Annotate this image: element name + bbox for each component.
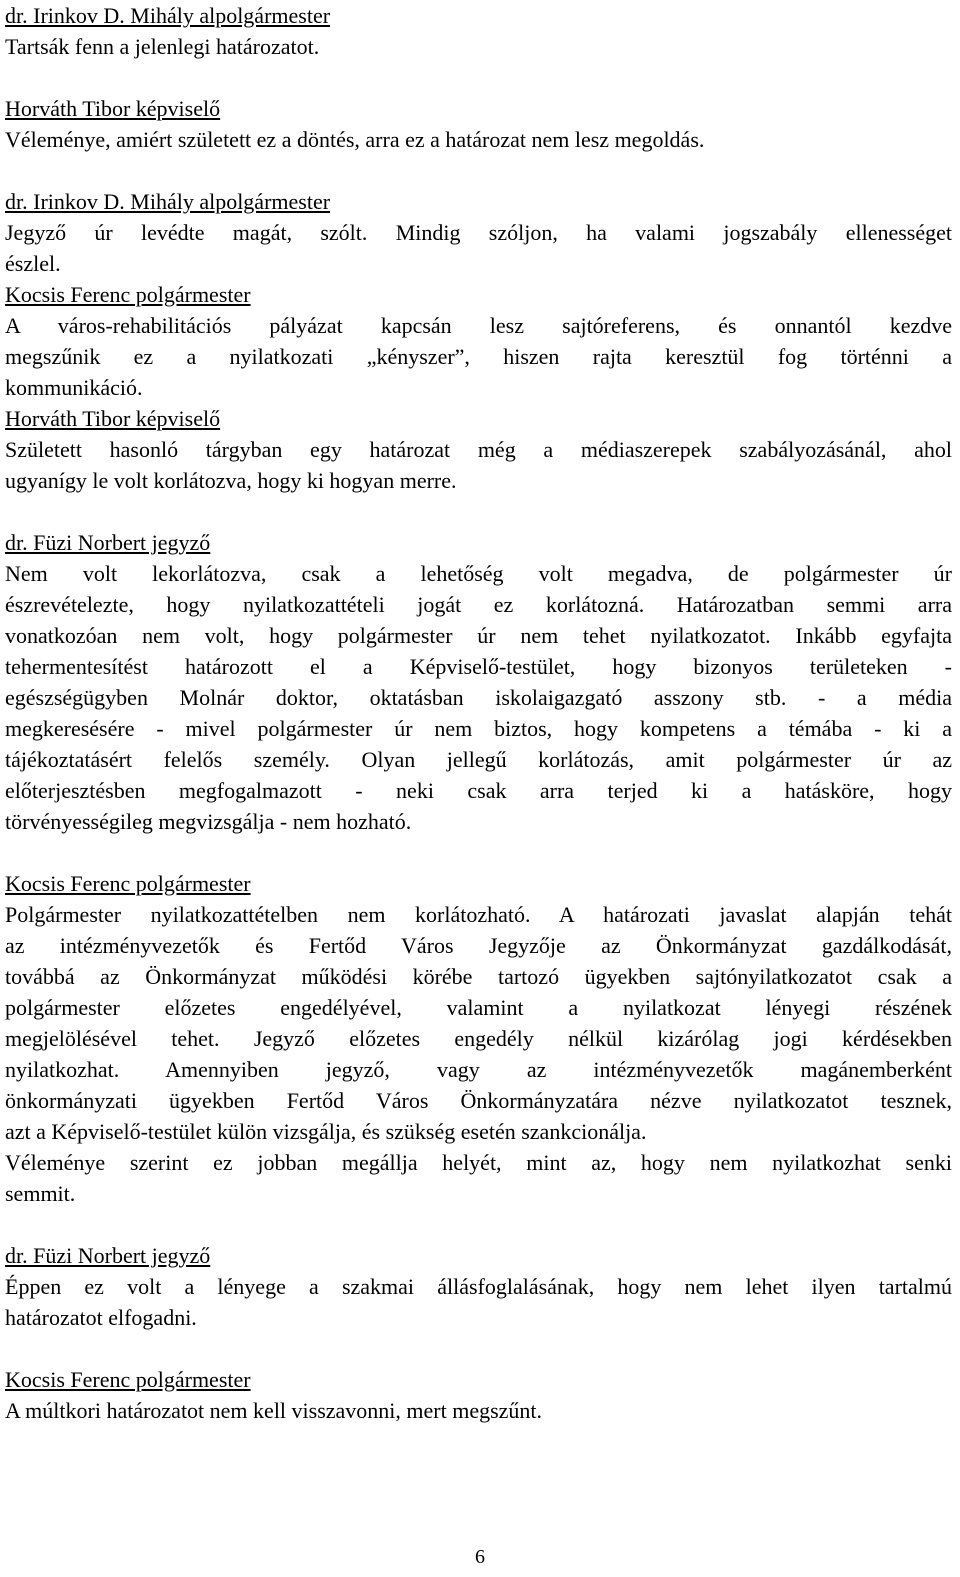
- speech-line: vonatkozóan nem volt, hogy polgármester úr nem tehet nyilatkozatot. Inkább egyfajta: [5, 623, 952, 648]
- speaker-name: Kocsis Ferenc polgármester: [5, 1367, 251, 1392]
- speech-line: tehermentesítést határozott el a Képviselő-testület, hogy bizonyos területeken -: [5, 654, 952, 679]
- speech-line: tájékoztatásért felelős személy. Olyan jellegű korlátozás, amit polgármester úr az: [5, 747, 952, 772]
- speech-line: ugyanígy le volt korlátozva, hogy ki hogyan merre.: [5, 468, 457, 493]
- speech-line: határozatot elfogadni.: [5, 1305, 197, 1330]
- speech-line: egészségügyben Molnár doktor, oktatásban iskolaigazgató asszony stb. - a média: [5, 685, 952, 710]
- speech-line: A város-rehabilitációs pályázat kapcsán lesz sajtóreferens, és onnantól kezdve: [5, 313, 952, 338]
- speech-line: semmit.: [5, 1181, 76, 1206]
- speech-line: azt a Képviselő-testület külön vizsgálja, és szükség esetén szankcionálja.: [5, 1119, 647, 1144]
- page-number: 6: [475, 1546, 485, 1568]
- speech-line: nyilatkozhat. Amennyiben jegyző, vagy az intézményvezetők magánemberként: [5, 1057, 952, 1082]
- speech-line: önkormányzati ügyekben Fertőd Város Önkormányzatára nézve nyilatkozatot tesznek,: [5, 1088, 952, 1113]
- speech-line: Született hasonló tárgyban egy határozat még a médiaszerepek szabályozásánál, ahol: [5, 437, 952, 462]
- speech-line: Jegyző úr levédte magát, szólt. Mindig szóljon, ha valami jogszabály ellenességet: [5, 220, 952, 245]
- speech-line: polgármester előzetes engedélyével, valamint a nyilatkozat lényegi részének: [5, 995, 952, 1020]
- speaker-name: Kocsis Ferenc polgármester: [5, 871, 251, 896]
- speech-line: Nem volt lekorlátozva, csak a lehetőség volt megadva, de polgármester úr: [5, 561, 952, 586]
- speech-line: A múltkori határozatot nem kell visszavonni, mert megszűnt.: [5, 1398, 543, 1423]
- speech-line: Polgármester nyilatkozattételben nem korlátozható. A határozati javaslat alapján tehát: [5, 902, 952, 927]
- paragraph-gap: [5, 496, 952, 527]
- speaker-name: dr. Füzi Norbert jegyző: [5, 530, 211, 555]
- speaker-name: Horváth Tibor képviselő: [5, 406, 221, 431]
- speech-line: észlel.: [5, 251, 61, 276]
- speech-line: észrevételezte, hogy nyilatkozattételi jogát ez korlátozná. Határozatban semmi arra: [5, 592, 952, 617]
- paragraph-gap: [5, 837, 952, 868]
- speech-line: kommunikáció.: [5, 375, 143, 400]
- speech-line: Tartsák fenn a jelenlegi határozatot.: [5, 34, 320, 59]
- speaker-name: Horváth Tibor képviselő: [5, 96, 221, 121]
- speech-line: Véleménye szerint ez jobban megállja helyét, mint az, hogy nem nyilatkozhat senki: [5, 1150, 952, 1175]
- speech-line: Éppen ez volt a lényege a szakmai állásfoglalásának, hogy nem lehet ilyen tartalmú: [5, 1274, 952, 1299]
- speech-line: megszűnik ez a nyilatkozati „kényszer”, hiszen rajta keresztül fog történni a: [5, 344, 952, 369]
- speech-line: törvényességileg megvizsgálja - nem hozható.: [5, 809, 412, 834]
- paragraph-gap: [5, 1209, 952, 1240]
- speech-line: továbbá az Önkormányzat működési körébe tartozó ügyekben sajtónyilatkozatot csak a: [5, 964, 952, 989]
- speech-line: megjelölésével tehet. Jegyző előzetes engedély nélkül kizárólag jogi kérdésekben: [5, 1026, 952, 1051]
- speech-line: Véleménye, amiért született ez a döntés, arra ez a határozat nem lesz megoldás.: [5, 127, 705, 152]
- document-page: [5, 0, 952, 1426]
- speech-line: előterjesztésben megfogalmazott - neki csak arra terjed ki a hatásköre, hogy: [5, 778, 952, 803]
- speech-line: az intézményvezetők és Fertőd Város Jegyzője az Önkormányzat gazdálkodását,: [5, 933, 952, 958]
- speaker-name: dr. Füzi Norbert jegyző: [5, 1243, 211, 1268]
- paragraph-gap: [5, 1333, 952, 1364]
- paragraph-gap: [5, 62, 952, 93]
- speech-line: megkeresésére - mivel polgármester úr nem biztos, hogy kompetens a témába - ki a: [5, 716, 952, 741]
- speaker-name: dr. Irinkov D. Mihály alpolgármester: [5, 3, 331, 28]
- speaker-name: Kocsis Ferenc polgármester: [5, 282, 251, 307]
- speaker-name: dr. Irinkov D. Mihály alpolgármester: [5, 189, 331, 214]
- paragraph-gap: [5, 155, 952, 186]
